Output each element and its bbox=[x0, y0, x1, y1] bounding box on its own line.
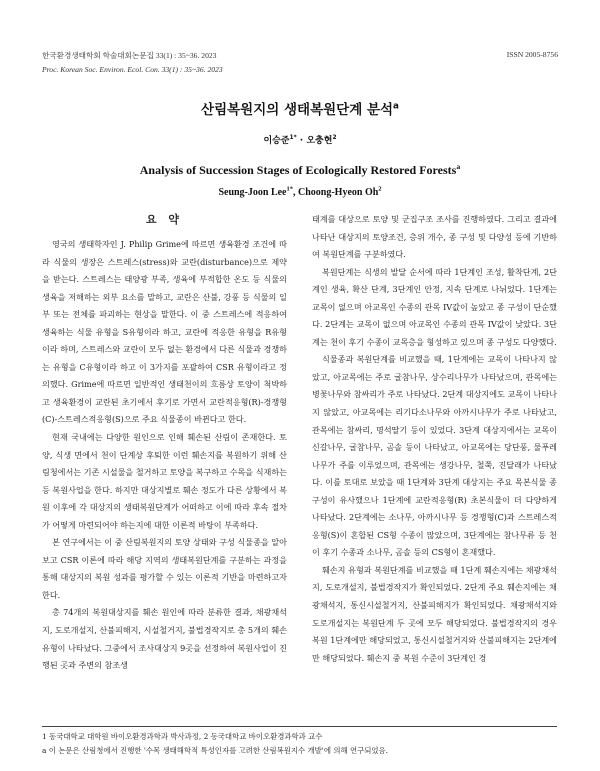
title-korean bbox=[0, 98, 600, 118]
paragraph: 훼손지 유형과 복원단계를 비교했을 때 1단계 훼손지에는 채광채석지, 도로개설지, 불법경작지가 확인되었다. 2단계 주요 훼손지에는 채광채석지, 통신시설철거지, 산불피해지가 확인되었다. 채광채석지와 도로개설지는 복원단계 두 곳에 모두 해당되었다. 불법경작지의 경우 복원 1단계에만 해당되었고, 통신시설철거지와 산불피해지는 2단계에만 해당되었다. 훼손지 중 복원 수준이 3단계인 경 bbox=[312, 564, 557, 663]
right-column bbox=[312, 211, 557, 667]
paragraph: 총 74개의 복원대상지를 훼손 원인에 따라 분류한 결과, 채광채석지, 도로개설지, 산불피해지, 시설철거지, 불법경작지로 총 5개의 훼손유형이 나타났다. 그중에서 조사대상지 9곳을 선정하여 복원사업이 진행된 곳과 주변의 참조생 bbox=[42, 607, 287, 671]
paragraph: 현재 국내에는 다양한 원인으로 인해 훼손된 산림이 존재한다. 토양, 식생 면에서 천이 단계상 후퇴한 이런 훼손지를 복원하기 위해 산림청에서는 기존 시설물을 철거하고 토양을 복구하고 수목을 식재하는 등 복원사업을 한다. 하지만 대상지별로 훼손 정도가 다른 상황에서 복원 이후에 각 대상지의 생태복원단계가 어떠하고 이에 따라 후속 절차가 어떻게 마련되어야 하는지에 대한 이론적 바탕이 부족하다. bbox=[42, 432, 287, 530]
author-2-ko: 오충현 bbox=[306, 136, 333, 146]
footnote-funding: a 이 논문은 산림청에서 진행한 '수목 생태해학적 특성인자를 고려한 산림복원지수 개발'에 의해 연구되었음. bbox=[42, 746, 389, 755]
left-column bbox=[42, 236, 287, 675]
title-korean-text: 산림복원지의 생태복원단계 분석 bbox=[201, 102, 394, 118]
author-sep-ko: · bbox=[296, 136, 307, 146]
title-english-sup: a bbox=[456, 162, 461, 171]
paragraph: 복원단계는 식생의 발달 순서에 따라 1단계인 조성, 활착단계, 2단계인 생육, 확산 단계, 3단계인 안정, 지속 단계로 나뉘었다. 1단계는 교목이 없으며 아교목인 수종의 관목 IV값이 높았고 종 구성이 단순했다. 2단계는 교목이 없으며 아교목인 수종의 관목 IV값이 낮았다. 3단계는 천이 후기 수종이 교목층을 형성하고 있으며 종 구성도 다양했다. bbox=[312, 266, 557, 347]
authors-korean bbox=[0, 133, 600, 146]
author-2-en: Choong-Hyeon Oh bbox=[298, 187, 379, 198]
paragraph: 식물종과 복원단계를 비교했을 때, 1단계에는 교목이 나타나지 않았고, 아교목에는 주로 굴참나무, 상수리나무가 나타났으며, 관목에는 병꽃나무와 참싸리가 주로 나타났다. 2단계 대상지에도 교목이 나타나지 않았고, 아교목에는 리기다소나무와 아까시나무가 주로 나타났고, 관목에는 참싸리, 명석딸기 등이 있었다. 3단계 대상지에서는 교목이 신갈나무, 굴참나무, 곰솔 등이 나타났고, 아교목에는 당단풍, 물푸레나무가 주를 이루었으며, 관목에는 생강나무, 철쭉, 진달래가 나타났다. 이를 토대로 보았을 때 1단계와 3단계 대상지는 주요 목본식물 종 구성이 유사했으나 1단계에 교란적응형(R) 초본식물이 더 다양하게 나타났다. 2단계에는 소나무, 아까시나무 등 경쟁형(C)과 스트레스적응형(S)이 혼합된 CS형 수종이 많았으며, 3단계에는 참나무류 등 천이 후기 수종과 소나무, 곰솔 등의 CS형이 혼재했다. bbox=[312, 354, 557, 558]
title-english bbox=[0, 163, 600, 178]
author-2-ko-sup: 2 bbox=[332, 135, 337, 141]
paragraph: 본 연구에서는 이 중 산림복원지의 토양 상태와 구성 식물종을 알아보고 CSR 이론에 따라 해당 지역의 생태복원단계를 구분하는 과정을 통해 대상지의 복원 성과를 평가할 수 있는 이론적 기반을 마련하고자 한다. bbox=[42, 537, 287, 600]
author-1-en: Seung-Joon Lee bbox=[218, 187, 287, 198]
author-1-ko: 이승준 bbox=[263, 136, 290, 146]
journal-ko: 한국환경생태학회 학술대회논문집 33(1) : 35~36. 2023 bbox=[42, 51, 217, 60]
author-sep-en: , bbox=[293, 187, 298, 198]
title-korean-sup: a bbox=[393, 101, 399, 112]
journal-en: Proc. Korean Soc. Environ. Ecol. Con. 33(1) : 35~36. 2023 bbox=[42, 65, 223, 74]
paragraph: 태계를 대상으로 토양 및 군집구조 조사를 진행하였다. 그리고 결과에 나타난 대상지의 토양조건, 층위 개수, 종 구성 및 다양성 등에 기반하여 복원단계를 구분하였다. bbox=[312, 214, 557, 260]
author-1-ko-sup: 1* bbox=[289, 135, 297, 141]
footnote-affiliation: 1 동국대학교 대학원 바이오환경과학과 박사과정, 2 동국대학교 바이오환경과학과 교수 bbox=[42, 732, 323, 741]
footnote-divider bbox=[42, 726, 557, 727]
author-2-en-sup: 2 bbox=[378, 185, 382, 193]
author-1-en-sup: 1* bbox=[286, 185, 293, 193]
abstract-heading: 요 약 bbox=[145, 213, 184, 226]
title-english-text: Analysis of Succession Stages of Ecologically Restored Forests bbox=[139, 163, 457, 177]
issn: ISSN 2005-8756 bbox=[506, 50, 558, 59]
authors-english bbox=[0, 187, 600, 198]
paragraph: 영국의 생태학자인 J. Philip Grime에 따르면 생육환경 조건에 따라 식물의 생장은 스트레스(stress)와 교란(disturbance)으로 제약을 받는다. 스트레스는 태양광 부족, 생육에 부적합한 온도 등 식물의 생육을 저해하는 외부 요소를 말하고, 교란은 산불, 강풍 등 식물의 일부 또는 전체를 파괴하는 현상을 말한다. 이 중 스트레스에 적응하여 생육하는 식물 유형을 S유형이라 하고, 교란에 적응한 유형을 R유형이라 하며, 스트레스와 교란이 모두 없는 환경에서 다른 식물과 경쟁하는 유형을 C유형이라 하고 이 3가지를 포괄하여 CSR 유형이라고 정의했다. Grime에 따르면 일반적인 생태천이의 흐름상 토양이 척박하고 생육환경이 교란된 초기에서 후기로 가면서 교란적응형(R)-경쟁형(C)-스트레스적응형(S)으로 주요 식물종이 바뀐다고 한다. bbox=[42, 239, 287, 425]
